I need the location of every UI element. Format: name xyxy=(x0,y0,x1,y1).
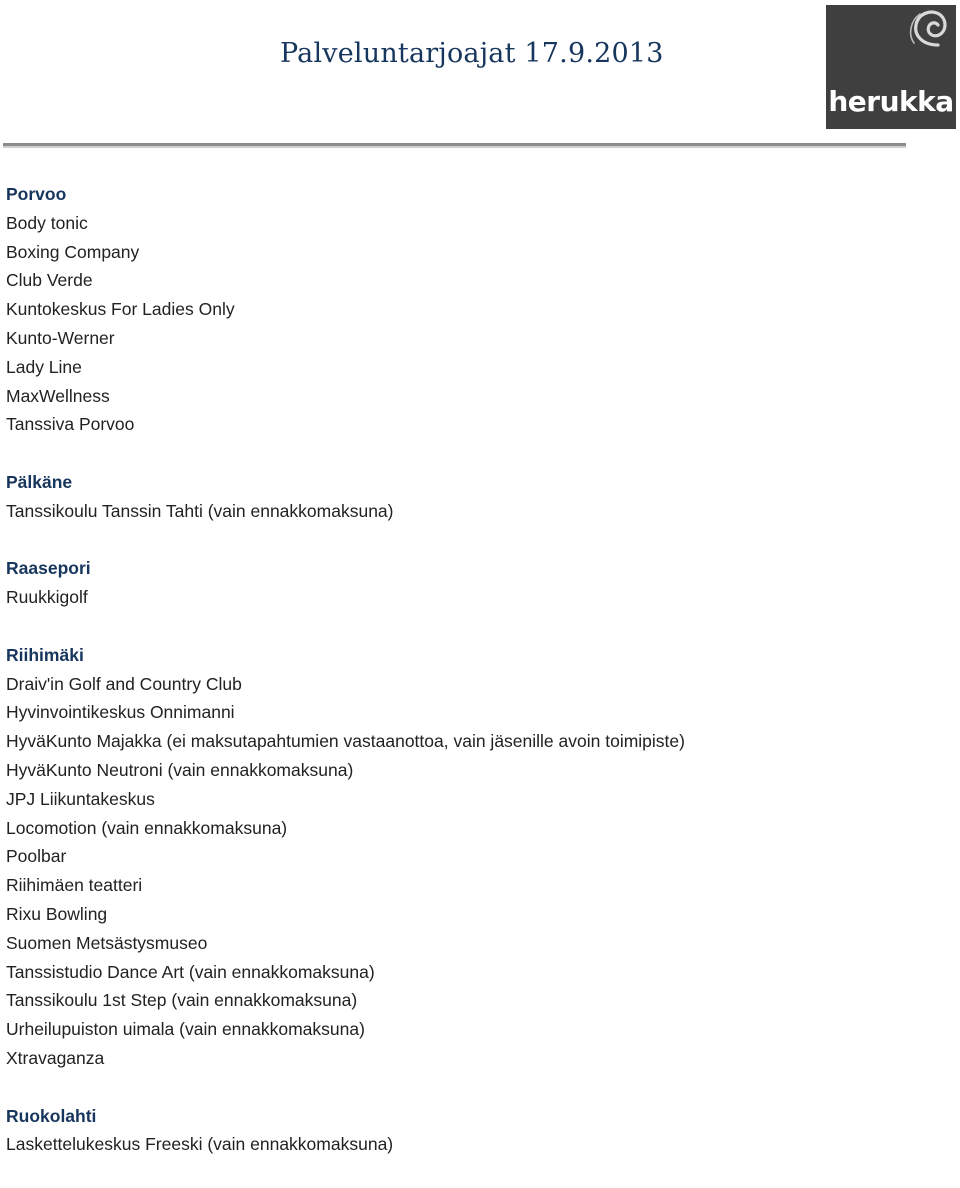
provider-item: Hyvinvointikeskus Onnimanni xyxy=(6,702,235,723)
provider-item: Lady Line xyxy=(6,356,82,377)
provider-item: Xtravaganza xyxy=(6,1047,105,1068)
provider-item: Body tonic xyxy=(6,212,88,233)
provider-item: Tanssikoulu Tanssin Tahti (vain ennakkomaksuna) xyxy=(6,500,394,521)
provider-item: HyväKunto Majakka (ei maksutapahtumien vastaanottoa, vain jäsenille avoin toimipiste) xyxy=(6,731,685,752)
provider-item: Tanssikoulu 1st Step (vain ennakkomaksuna) xyxy=(6,990,358,1011)
provider-item: Ruukkigolf xyxy=(6,587,88,608)
provider-items xyxy=(6,670,946,1073)
provider-list xyxy=(6,180,946,1188)
provider-items xyxy=(6,497,946,526)
provider-items xyxy=(6,583,946,612)
provider-item: Tanssiva Porvoo xyxy=(6,414,135,435)
logo-wordmark: herukka xyxy=(828,85,954,118)
provider-item: Locomotion (vain ennakkomaksuna) xyxy=(6,817,288,838)
city-heading: Ruokolahti xyxy=(6,1105,97,1126)
provider-item: Draiv'in Golf and Country Club xyxy=(6,673,242,694)
provider-item: Urheilupuiston uimala (vain ennakkomaksuna) xyxy=(6,1019,365,1040)
provider-item: Suomen Metsästysmuseo xyxy=(6,932,208,953)
provider-items xyxy=(6,209,946,439)
city-heading: Porvoo xyxy=(6,184,67,204)
city-section xyxy=(6,1102,946,1160)
city-section xyxy=(6,180,946,439)
city-section xyxy=(6,468,946,526)
provider-item: Tanssistudio Dance Art (vain ennakkomaksuna) xyxy=(6,961,375,982)
header-divider xyxy=(3,143,906,148)
city-heading: Riihimäki xyxy=(6,644,84,665)
page-header xyxy=(0,0,960,160)
city-heading: Raasepori xyxy=(6,558,91,579)
provider-items xyxy=(6,1130,946,1159)
provider-item: Club Verde xyxy=(6,270,93,291)
document-title: Palveluntarjoajat 17.9.2013 xyxy=(280,38,664,69)
herukka-logo xyxy=(826,5,956,129)
provider-item: Poolbar xyxy=(6,846,67,867)
provider-item: HyväKunto Neutroni (vain ennakkomaksuna) xyxy=(6,759,354,780)
provider-item: Kunto-Werner xyxy=(6,327,115,348)
provider-item: Boxing Company xyxy=(6,241,140,262)
city-section xyxy=(6,554,946,612)
provider-item: Laskettelukeskus Freeski (vain ennakkomaksuna) xyxy=(6,1134,394,1155)
provider-item: Kuntokeskus For Ladies Only xyxy=(6,299,235,320)
provider-item: MaxWellness xyxy=(6,385,110,406)
provider-item: Rixu Bowling xyxy=(6,903,108,924)
city-section xyxy=(6,641,946,1073)
provider-item: JPJ Liikuntakeskus xyxy=(6,788,155,809)
city-heading: Pälkäne xyxy=(6,471,73,492)
provider-item: Riihimäen teatteri xyxy=(6,875,143,896)
